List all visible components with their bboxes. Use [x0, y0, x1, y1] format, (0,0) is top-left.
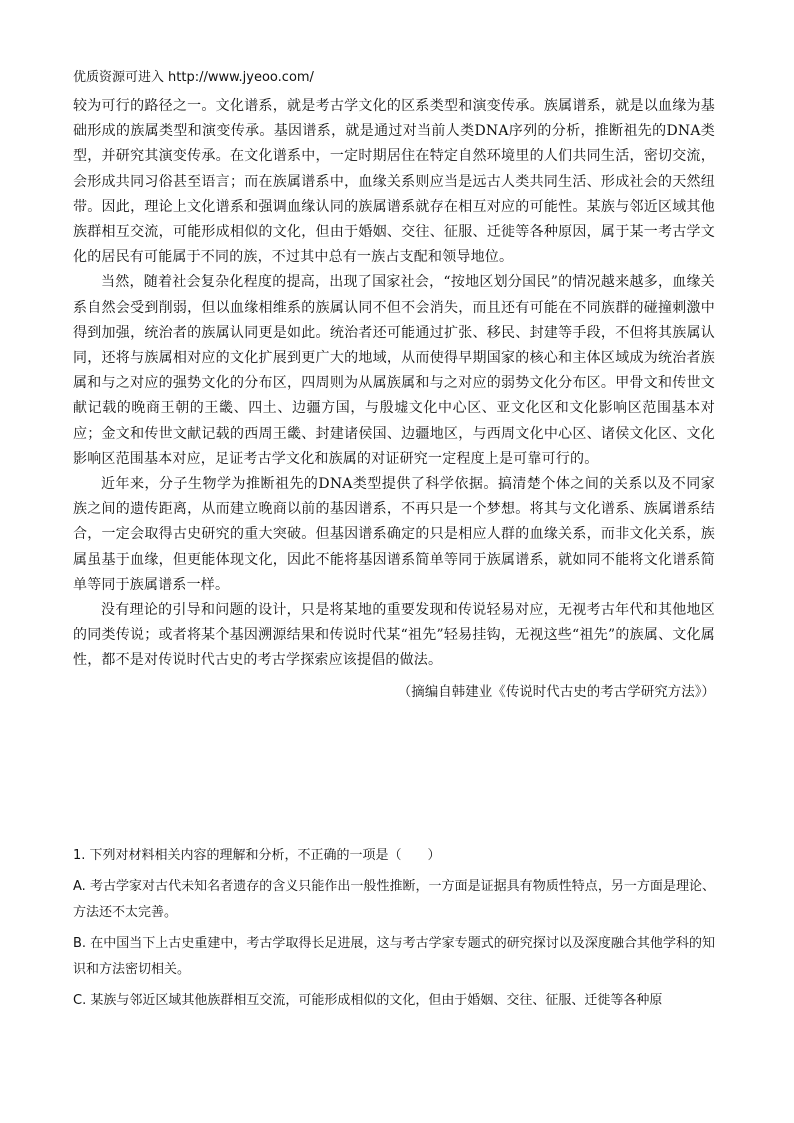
site-label: 优质资源可进入: [73, 70, 165, 85]
passage-paragraph: 没有理论的引导和问题的设计，只是将某地的重要发现和传说轻易对应，无视考古年代和其他地区的同类传说；或者将某个基因溯源结果和传说时代某“祖先”轻易挂钩，无视这些“祖先”的族属、文化属性，都不是对传说时代古史的考古学探索应该提倡的做法。: [73, 602, 715, 669]
question-block: [73, 843, 715, 1014]
passage-paragraph: 近年来，分子生物学为推断祖先的DNA类型提供了科学依据。搞清楚个体之间的关系以及不同家族之间的遗传距离，从而建立晚商以前的基因谱系，不再只是一个梦想。将其与文化谱系、族属谱系结合，一定会取得古史研究的重大突破。但基因谱系确定的只是相应人群的血缘关系，而非文化关系，族属虽基于血缘，但更能体现文化，因此不能将基因谱系简单等同于族属谱系，就如同不能将文化谱系简单等同于族属谱系一样。: [73, 476, 715, 593]
passage-paragraph: 较为可行的路径之一。文化谱系，就是考古学文化的区系类型和演变传承。族属谱系，就是以血缘为基础形成的族属类型和演变传承。基因谱系，就是通过对当前人类DNA序列的分析，推断祖先的DNA类型，并研究其演变传承。在文化谱系中，一定时期居住在特定自然环境里的人们共同生活，密切交流，会形成共同习俗甚至语言；而在族属谱系中，血缘关系则应当是远古人类共同生活、形成社会的天然纽带。因此，理论上文化谱系和强调血缘认同的族属谱系就存在相互对应的可能性。某族与邻近区域其他族群相互交流，可能形成相似的文化，但由于婚姻、交往、征服、迁徙等各种原因，属于某一考古学文化的居民有可能属于不同的族，不过其中总有一族占支配和领导地位。: [73, 98, 715, 266]
passage-source: （摘编自韩建业《传说时代古史的考古学研究方法》）: [397, 683, 715, 700]
question-option-a: A. 考古学家对古代未知名者遗存的含义只能作出一般性推断，一方面是证据具有物质性特点，另一方面是理论、方法还不太完善。: [73, 878, 715, 920]
passage-paragraph: 当然，随着社会复杂化程度的提高，出现了国家社会，“按地区划分国民”的情况越来越多，血缘关系自然会受到削弱，但以血缘相维系的族属认同不但不会消失，而且还有可能在不同族群的碰撞刺激中得到加强，统治者的族属认同更是如此。统治者还可能通过扩张、移民、封建等手段，不但将其族属认同，还将与族属相对应的文化扩展到更广大的地域，从而使得早期国家的核心和主体区域成为统治者族属和与之对应的强势文化的分布区，四周则为从属族属和与之对应的弱势文化分布区。甲骨文和传世文献记载的晚商王朝的王畿、四土、边疆方国，与殷墟文化中心区、亚文化区和文化影响区范围基本对应；金文和传世文献记载的西周王畿、封建诸侯国、边疆地区，与西周文化中心区、诸侯文化区、文化影响区范围基本对应，足证考古学文化和族属的对证研究一定程度上是可靠可行的。: [73, 274, 715, 467]
page-header: [73, 66, 314, 85]
question-option-c: C. 某族与邻近区域其他族群相互交流，可能形成相似的文化，但由于婚姻、交往、征服、迁徙等各种原: [73, 992, 663, 1008]
question-stem: 1. 下列对材料相关内容的理解和分析，不正确的一项是（ ）: [73, 848, 441, 863]
site-link[interactable]: http://www.jyeoo.com/: [168, 70, 314, 85]
passage: [73, 94, 715, 704]
question-option-b: B. 在中国当下上古史重建中，考古学取得长足进展，这与考古学家专题式的研究探讨以及深度融合其他学科的知识和方法密切相关。: [73, 935, 715, 977]
